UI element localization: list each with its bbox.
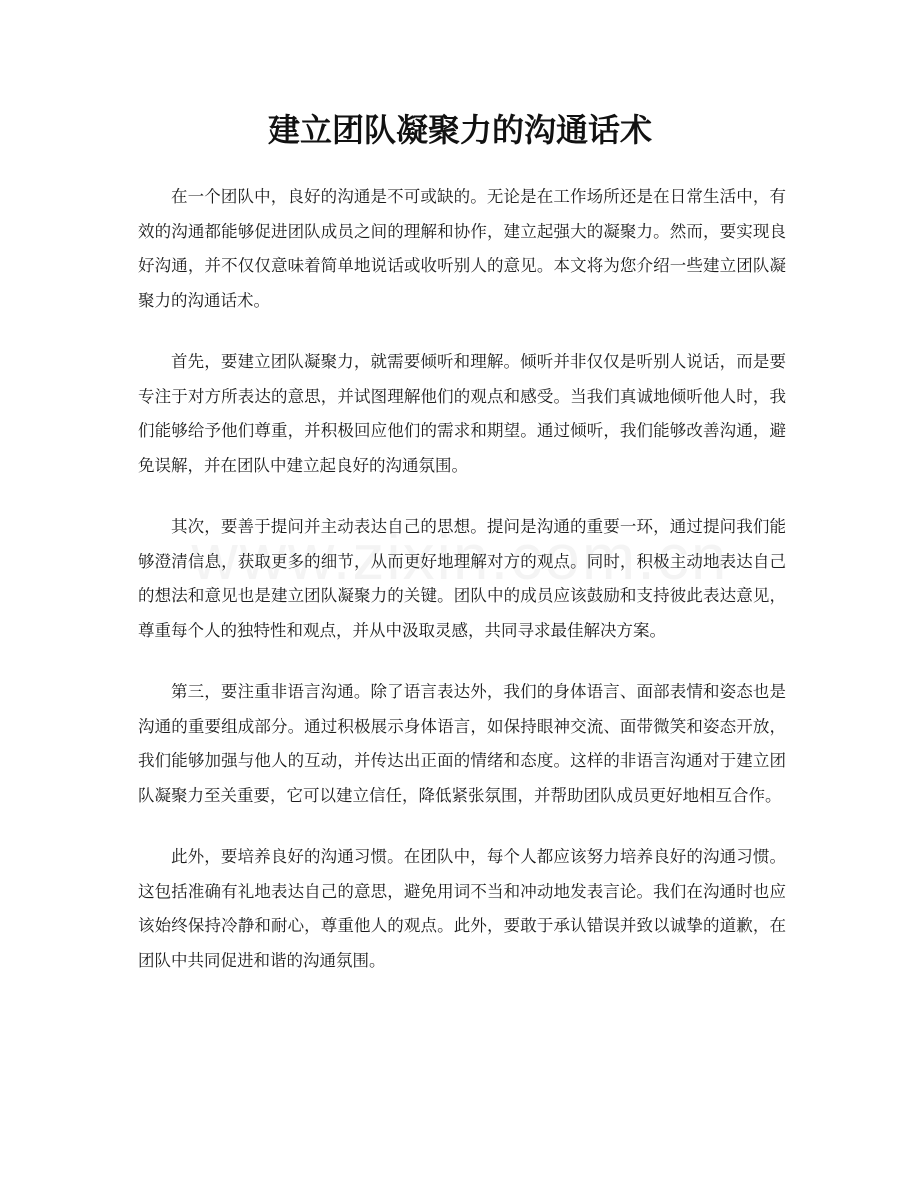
paragraph-2: 首先，要建立团队凝聚力，就需要倾听和理解。倾听并非仅仅是听别人说话，而是要专注于对方所表达的意思，并试图理解他们的观点和感受。当我们真诚地倾听他人时，我们能够给予他们尊重，并积极回应他们的需求和期望。通过倾听，我们能够改善沟通，避免误解，并在团队中建立起良好的沟通氛围。	[138, 352, 786, 475]
document-title: 建立团队凝聚力的沟通话术	[267, 111, 652, 149]
paragraph-1: 在一个团队中，良好的沟通是不可或缺的。无论是在工作场所还是在日常生活中，有效的沟通都能够促进团队成员之间的理解和协作，建立起强大的凝聚力。然而，要实现良好沟通，并不仅仅意味着简单地说话或收听别人的意见。本文将为您介绍一些建立团队凝聚力的沟通话术。	[138, 187, 786, 310]
paragraph-4: 第三，要注重非语言沟通。除了语言表达外，我们的身体语言、面部表情和姿态也是沟通的重要组成部分。通过积极展示身体语言，如保持眼神交流、面带微笑和姿态开放，我们能够加强与他人的互动，并传达出正面的情绪和态度。这样的非语言沟通对于建立团队凝聚力至关重要，它可以建立信任，降低紧张氛围，并帮助团队成员更好地相互合作。	[138, 682, 786, 805]
paragraph-3: 其次，要善于提问并主动表达自己的思想。提问是沟通的重要一环，通过提问我们能够澄清信息，获取更多的细节，从而更好地理解对方的观点。同时，积极主动地表达自己的想法和意见也是建立团队凝聚力的关键。团队中的成员应该鼓励和支持彼此表达意见，尊重每个人的独特性和观点，并从中汲取灵感，共同寻求最佳解决方案。	[138, 517, 786, 640]
paragraph-5: 此外，要培养良好的沟通习惯。在团队中，每个人都应该努力培养良好的沟通习惯。这包括准确有礼地表达自己的意思，避免用词不当和冲动地发表言论。我们在沟通时也应该始终保持冷静和耐心，尊重他人的观点。此外，要敢于承认错误并致以诚挚的道歉，在团队中共同促进和谐的沟通氛围。	[138, 847, 786, 970]
document-body	[138, 180, 786, 1005]
